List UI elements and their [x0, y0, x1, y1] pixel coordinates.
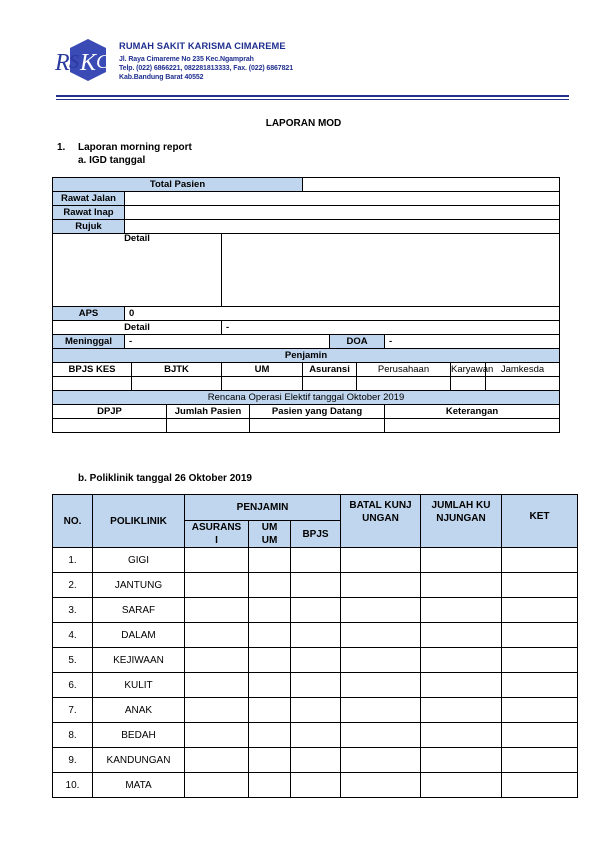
penjamin-value-jamkesda[interactable]	[486, 377, 560, 391]
rawat-jalan-value[interactable]	[125, 192, 560, 206]
row-number: 8.	[53, 723, 93, 748]
subsection-igd-title: a. IGD tanggal	[78, 155, 146, 166]
cell-ket[interactable]	[502, 623, 578, 648]
cell-jumlah[interactable]	[421, 773, 502, 798]
rawat-inap-label: Rawat Inap	[53, 206, 125, 220]
cell-asuransi[interactable]	[185, 673, 249, 698]
cell-jumlah[interactable]	[421, 623, 502, 648]
op-col-pasien-datang: Pasien yang Datang	[250, 405, 385, 419]
penjamin-col-jamkesda: Jamkesda	[486, 363, 560, 377]
penjamin-col-bjtk: BJTK	[132, 363, 222, 377]
op-col-keterangan: Keterangan	[385, 405, 560, 419]
penjamin-value-perusahaan[interactable]	[357, 377, 451, 391]
cell-umum[interactable]	[249, 748, 291, 773]
hospital-name: RUMAH SAKIT KARISMA CIMAREME	[119, 41, 286, 51]
cell-umum[interactable]	[249, 698, 291, 723]
row-poliklinik-name: KANDUNGAN	[93, 748, 185, 773]
table-row	[53, 698, 578, 723]
cell-jumlah[interactable]	[421, 548, 502, 573]
col-poliklinik-header: POLIKLINIK	[93, 495, 185, 548]
hospital-phone: Telp. (022) 6866221, 082281813333, Fax. (022) 6867821	[119, 65, 293, 72]
cell-asuransi[interactable]	[185, 548, 249, 573]
row-number: 2.	[53, 573, 93, 598]
cell-bpjs[interactable]	[291, 598, 341, 623]
op-value-pasien-datang[interactable]	[250, 419, 385, 433]
cell-ket[interactable]	[502, 548, 578, 573]
row-number: 10.	[53, 773, 93, 798]
header-rule-thick	[56, 95, 569, 97]
doa-value: -	[385, 335, 560, 349]
meninggal-label: Meninggal	[53, 335, 125, 349]
row-number: 3.	[53, 598, 93, 623]
row-poliklinik-name: DALAM	[93, 623, 185, 648]
table-row	[53, 773, 578, 798]
col-no-header: NO.	[53, 495, 93, 548]
cell-batal[interactable]	[341, 573, 421, 598]
aps-label: APS	[53, 307, 125, 321]
detail2-value: -	[222, 321, 560, 335]
penjamin-value-karyawan[interactable]	[451, 377, 486, 391]
cell-umum[interactable]	[249, 548, 291, 573]
cell-umum[interactable]	[249, 598, 291, 623]
section-title: Laporan morning report	[78, 142, 192, 153]
row-number: 7.	[53, 698, 93, 723]
cell-ket[interactable]	[502, 748, 578, 773]
penjamin-value-bpjs-kes[interactable]	[53, 377, 132, 391]
cell-batal[interactable]	[341, 723, 421, 748]
cell-asuransi[interactable]	[185, 623, 249, 648]
row-number: 5.	[53, 648, 93, 673]
cell-jumlah[interactable]	[421, 723, 502, 748]
op-col-jumlah-pasien: Jumlah Pasien	[167, 405, 250, 419]
cell-asuransi[interactable]	[185, 573, 249, 598]
row-poliklinik-name: KEJIWAAN	[93, 648, 185, 673]
cell-jumlah[interactable]	[421, 673, 502, 698]
table-row	[53, 598, 578, 623]
row-poliklinik-name: JANTUNG	[93, 573, 185, 598]
row-poliklinik-name: ANAK	[93, 698, 185, 723]
penjamin-value-asuransi[interactable]	[303, 377, 357, 391]
rujuk-value[interactable]	[125, 220, 560, 234]
cell-batal[interactable]	[341, 698, 421, 723]
row-number: 1.	[53, 548, 93, 573]
col-bpjs-header: BPJS	[291, 521, 341, 548]
cell-bpjs[interactable]	[291, 648, 341, 673]
rawat-jalan-label: Rawat Jalan	[53, 192, 125, 206]
row-number: 4.	[53, 623, 93, 648]
cell-ket[interactable]	[502, 648, 578, 673]
penjamin-value-um[interactable]	[222, 377, 303, 391]
cell-umum[interactable]	[249, 573, 291, 598]
cell-bpjs[interactable]	[291, 698, 341, 723]
detail2-label: Detail	[53, 321, 222, 335]
op-col-dpjp: DPJP	[53, 405, 167, 419]
hospital-logo	[54, 37, 116, 83]
col-jumlah-kunjungan-header: JUMLAH KUNJUNGAN	[421, 495, 502, 548]
col-asuransi-header: ASURANSI	[185, 521, 249, 548]
cell-asuransi[interactable]	[185, 773, 249, 798]
cell-batal[interactable]	[341, 548, 421, 573]
cell-jumlah[interactable]	[421, 648, 502, 673]
detail-value[interactable]	[222, 234, 560, 307]
cell-bpjs[interactable]	[291, 548, 341, 573]
detail-label: Detail	[53, 234, 222, 307]
cell-asuransi[interactable]	[185, 698, 249, 723]
cell-bpjs[interactable]	[291, 623, 341, 648]
svg-text:R: R	[55, 50, 70, 76]
svg-text:C: C	[96, 51, 110, 73]
penjamin-col-bpjs-kes: BPJS KES	[53, 363, 132, 377]
cell-bpjs[interactable]	[291, 673, 341, 698]
op-value-jumlah-pasien[interactable]	[167, 419, 250, 433]
cell-asuransi[interactable]	[185, 748, 249, 773]
row-number: 9.	[53, 748, 93, 773]
penjamin-col-um: UM	[222, 363, 303, 377]
table-row	[53, 548, 578, 573]
doa-label: DOA	[330, 335, 385, 349]
total-pasien-value[interactable]	[303, 178, 560, 192]
total-pasien-label: Total Pasien	[53, 178, 303, 192]
penjamin-value-bjtk[interactable]	[132, 377, 222, 391]
cell-jumlah[interactable]	[421, 598, 502, 623]
rencana-operasi-header: Rencana Operasi Elektif tanggal Oktober 2019	[53, 391, 560, 405]
cell-batal[interactable]	[341, 748, 421, 773]
meninggal-value: -	[125, 335, 330, 349]
section-number: 1.	[57, 142, 66, 153]
cell-batal[interactable]	[341, 673, 421, 698]
col-umum-header: UMUM	[249, 521, 291, 548]
cell-batal[interactable]	[341, 648, 421, 673]
cell-umum[interactable]	[249, 648, 291, 673]
cell-bpjs[interactable]	[291, 573, 341, 598]
hospital-address: Jl. Raya Cimareme No 235 Kec.Ngamprah	[119, 56, 254, 63]
header-rule-thin	[56, 99, 569, 100]
cell-jumlah[interactable]	[421, 573, 502, 598]
table-row	[53, 648, 578, 673]
penjamin-col-asuransi: Asuransi	[303, 363, 357, 377]
aps-value: 0	[125, 307, 560, 321]
rawat-inap-value[interactable]	[125, 206, 560, 220]
cell-batal[interactable]	[341, 598, 421, 623]
row-poliklinik-name: BEDAH	[93, 723, 185, 748]
cell-ket[interactable]	[502, 573, 578, 598]
row-poliklinik-name: SARAF	[93, 598, 185, 623]
cell-ket[interactable]	[502, 723, 578, 748]
col-batal-kunjungan-header: BATAL KUNJUNGAN	[341, 495, 421, 548]
row-poliklinik-name: MATA	[93, 773, 185, 798]
cell-ket[interactable]	[502, 598, 578, 623]
subsection-poliklinik-title: b. Poliklinik tanggal 26 Oktober 2019	[78, 473, 252, 484]
cell-umum[interactable]	[249, 773, 291, 798]
penjamin-col-perusahaan: Perusahaan	[357, 363, 451, 377]
cell-asuransi[interactable]	[185, 598, 249, 623]
svg-text:K: K	[80, 50, 97, 76]
cell-asuransi[interactable]	[185, 648, 249, 673]
row-poliklinik-name: KULIT	[93, 673, 185, 698]
table-row	[53, 723, 578, 748]
cell-ket[interactable]	[502, 773, 578, 798]
cell-asuransi[interactable]	[185, 723, 249, 748]
col-ket-header: KET	[502, 495, 578, 548]
cell-jumlah[interactable]	[421, 698, 502, 723]
rujuk-label: Rujuk	[53, 220, 125, 234]
col-penjamin-header: PENJAMIN	[185, 495, 341, 521]
op-value-keterangan[interactable]	[385, 419, 560, 433]
cell-jumlah[interactable]	[421, 748, 502, 773]
cell-ket[interactable]	[502, 698, 578, 723]
cell-ket[interactable]	[502, 673, 578, 698]
row-number: 6.	[53, 673, 93, 698]
cell-bpjs[interactable]	[291, 748, 341, 773]
penjamin-header: Penjamin	[53, 349, 560, 363]
cell-bpjs[interactable]	[291, 773, 341, 798]
svg-text:S: S	[69, 51, 79, 73]
table-row	[53, 748, 578, 773]
poliklinik-table	[52, 494, 578, 798]
cell-umum[interactable]	[249, 623, 291, 648]
table-row	[53, 573, 578, 598]
op-value-dpjp[interactable]	[53, 419, 167, 433]
cell-batal[interactable]	[341, 623, 421, 648]
document-title: LAPORAN MOD	[265, 118, 342, 129]
cell-bpjs[interactable]	[291, 723, 341, 748]
hospital-city: Kab.Bandung Barat 40552	[119, 74, 204, 81]
cell-umum[interactable]	[249, 723, 291, 748]
igd-table	[52, 177, 560, 433]
table-row	[53, 673, 578, 698]
penjamin-col-karyawan: Karyawan	[451, 363, 494, 375]
row-poliklinik-name: GIGI	[93, 548, 185, 573]
cell-batal[interactable]	[341, 773, 421, 798]
table-row	[53, 623, 578, 648]
cell-umum[interactable]	[249, 673, 291, 698]
